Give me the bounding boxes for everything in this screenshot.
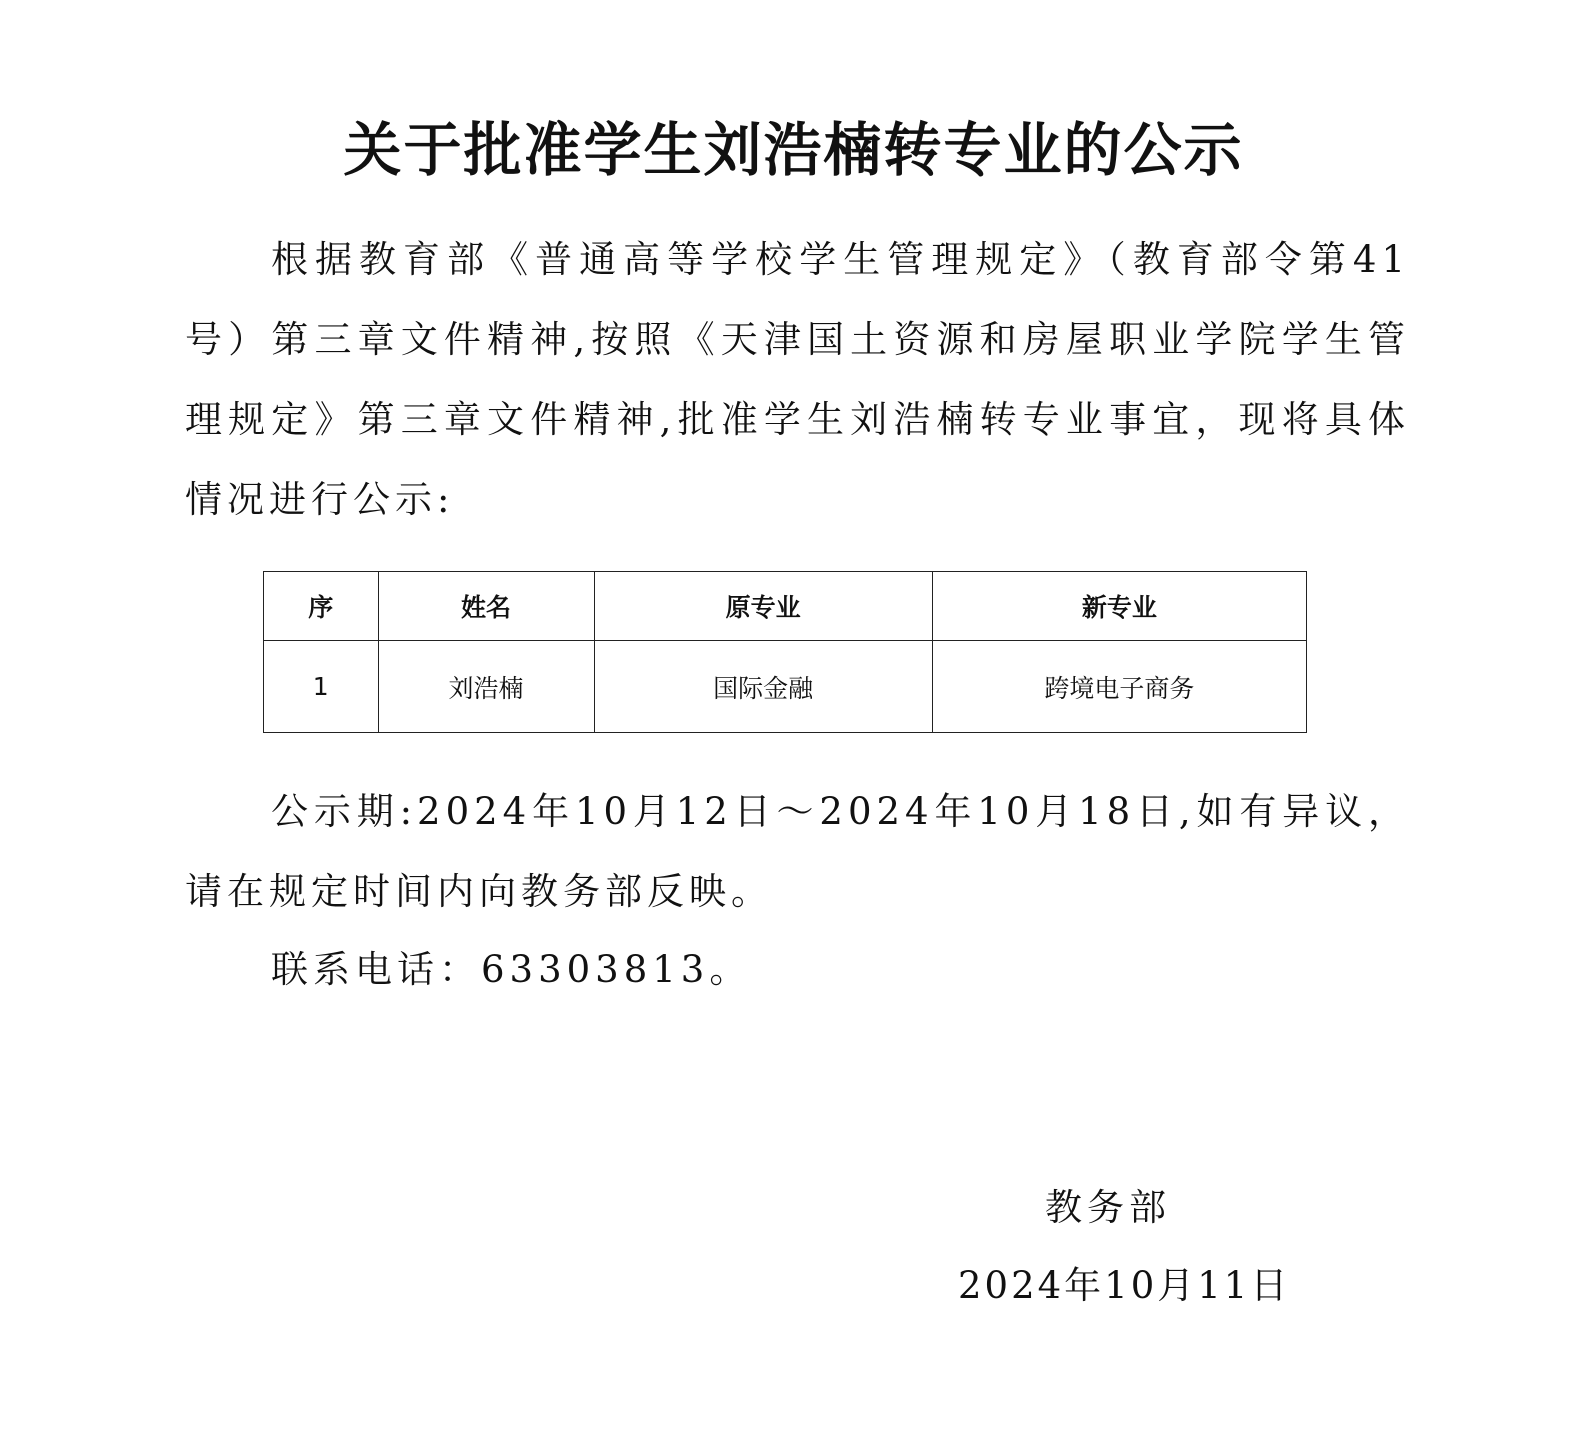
intro-paragraph: 根据教育部《普通高等学校学生管理规定》（教育部令第41号）第三章文件精神,按照《天津国土资源和房屋职业学院学生管理规定》第三章文件精神,批准学生刘浩楠转专业事宜，现将具体情况进行公示: — [185, 238, 1410, 521]
header-seq: 序 — [264, 572, 379, 641]
notice-title: 关于批准学生刘浩楠转专业的公示 — [343, 116, 1244, 184]
issuing-department: 教务部 — [1045, 1186, 1171, 1229]
transfer-table — [263, 571, 1307, 733]
table-header-row — [264, 572, 1307, 641]
header-name: 姓名 — [378, 572, 594, 641]
table-row — [264, 641, 1307, 733]
cell-original-major: 国际金融 — [594, 641, 932, 733]
notice-period-paragraph: 公示期:2024年10月12日～2024年10月18日,如有异议，请在规定时间内向教务部反映。 — [185, 790, 1410, 913]
issue-date: 2024年10月11日 — [958, 1264, 1291, 1307]
header-new-major: 新专业 — [932, 572, 1306, 641]
cell-name: 刘浩楠 — [378, 641, 594, 733]
contact-phone: 联系电话：63303813。 — [271, 948, 752, 991]
cell-seq: 1 — [264, 641, 379, 733]
cell-new-major: 跨境电子商务 — [932, 641, 1306, 733]
header-original-major: 原专业 — [594, 572, 932, 641]
